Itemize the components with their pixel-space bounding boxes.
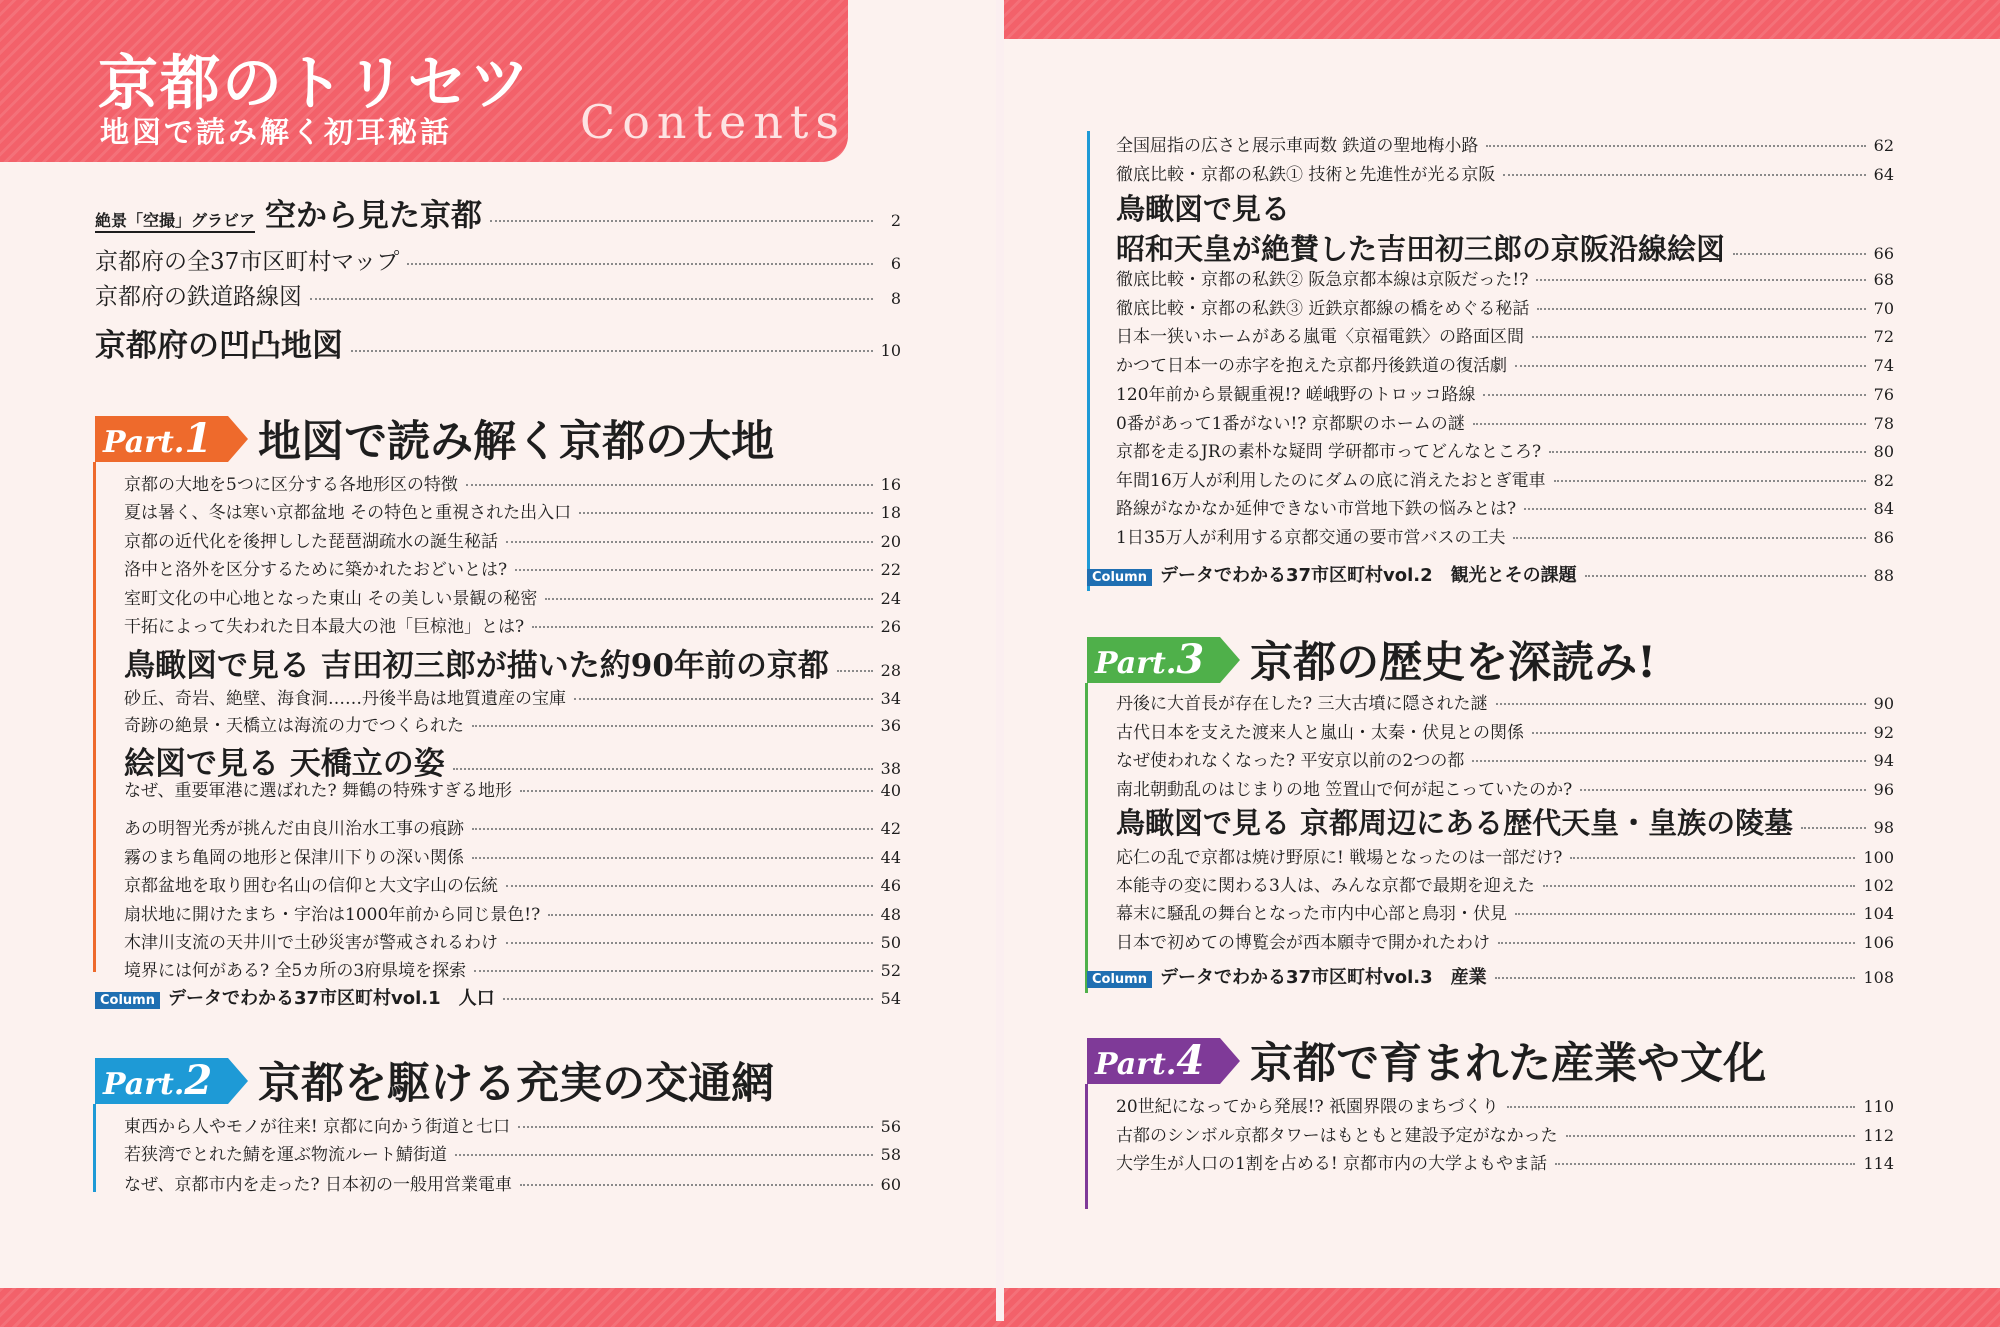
toc-entry-title: 徹底比較・京都の私鉄③ 近鉄京都線の橋をめぐる秘話 xyxy=(1116,299,1530,319)
toc-page-number: 60 xyxy=(880,1175,901,1194)
dot-leader xyxy=(1555,1163,1855,1165)
dot-leader xyxy=(1570,857,1855,859)
part-heading[interactable] xyxy=(95,408,774,469)
toc-entry[interactable] xyxy=(124,555,901,580)
toc-page-number: 46 xyxy=(880,876,901,895)
toc-entry[interactable] xyxy=(1116,1092,1894,1117)
dot-leader xyxy=(1515,913,1855,915)
toc-entry[interactable] xyxy=(1116,227,1894,268)
toc-entry-title: 霧のまち亀岡の地形と保津川下りの深い関係 xyxy=(124,848,464,868)
toc-entry[interactable] xyxy=(124,1140,901,1165)
toc-entry[interactable] xyxy=(1116,409,1894,434)
toc-entry[interactable] xyxy=(124,871,901,896)
toc-page-number: 22 xyxy=(880,560,901,579)
toc-page-number: 80 xyxy=(1873,442,1894,461)
toc-entry[interactable] xyxy=(1116,160,1894,185)
toc-entry-title: 空から見た京都 xyxy=(265,198,483,234)
toc-page-number: 56 xyxy=(880,1117,901,1136)
dot-leader xyxy=(1472,760,1865,762)
part-prefix: Part. xyxy=(103,424,185,460)
dot-leader xyxy=(837,670,873,672)
part-heading[interactable] xyxy=(95,1050,774,1111)
dot-leader xyxy=(506,885,873,887)
dot-leader xyxy=(506,541,873,543)
toc-entry[interactable] xyxy=(1116,843,1894,868)
column-entry[interactable] xyxy=(95,984,901,1010)
toc-entry-title: 本能寺の変に関わる3人は、みんな京都で最期を迎えた xyxy=(1116,876,1535,896)
toc-page-number: 10 xyxy=(880,341,901,360)
toc-entry[interactable] xyxy=(124,711,901,736)
part-accent-line xyxy=(93,462,96,972)
toc-page-number: 24 xyxy=(880,589,901,608)
toc-entry-title: 鳥瞰図で見る 吉田初三郎が描いた約90年前の京都 xyxy=(124,648,829,684)
toc-entry-title: 120年前から景観重視!? 嵯峨野のトロッコ路線 xyxy=(1116,385,1476,405)
toc-page-number: 70 xyxy=(1873,299,1894,318)
part-title: 地図で読み解く京都の大地 xyxy=(258,417,775,467)
toc-page-number: 88 xyxy=(1873,566,1894,585)
toc-entry-title: 京都を走るJRの素朴な疑問 学研都市ってどんなところ? xyxy=(1116,442,1542,462)
dot-leader xyxy=(1532,336,1866,338)
dot-leader xyxy=(407,263,873,265)
toc-entry-title: なぜ、重要軍港に選ばれた? 舞鶴の特殊すぎる地形 xyxy=(124,781,513,801)
toc-page-number: 8 xyxy=(890,289,901,308)
dot-leader xyxy=(474,970,872,972)
toc-entry-title: 京都の近代化を後押しした琵琶湖疏水の誕生秘話 xyxy=(124,532,498,552)
dot-leader xyxy=(1801,827,1866,829)
dot-leader xyxy=(1486,145,1865,147)
column-entry[interactable] xyxy=(1087,963,1894,989)
toc-entry[interactable] xyxy=(1116,871,1894,896)
toc-entry-title: 扇状地に開けたまち・宇治は1000年前から同じ景色!? xyxy=(124,905,541,925)
toc-page-number: 106 xyxy=(1863,933,1894,952)
column-title: データでわかる37市区町村vol.3 産業 xyxy=(1159,967,1487,988)
toc-page-number: 6 xyxy=(890,254,901,273)
dot-leader xyxy=(1543,885,1856,887)
toc-page-number: 110 xyxy=(1863,1097,1894,1116)
dot-leader xyxy=(1532,732,1866,734)
toc-entry[interactable] xyxy=(1116,718,1894,743)
toc-page-number: 50 xyxy=(880,933,901,952)
part-prefix: Part. xyxy=(103,1066,185,1102)
toc-entry[interactable] xyxy=(124,640,901,685)
toc-page-number: 92 xyxy=(1873,723,1894,742)
toc-page-number: 44 xyxy=(880,848,901,867)
dot-leader xyxy=(518,1126,873,1128)
part-label xyxy=(95,416,228,462)
toc-entry-title: 昭和天皇が絶賛した吉田初三郎の京阪沿線絵図 xyxy=(1116,232,1726,266)
toc-entry-title: 京都府の全37市区町村マップ xyxy=(95,249,400,275)
dot-leader xyxy=(1503,174,1865,176)
toc-entry-title: あの明智光秀が挑んだ由良川治水工事の痕跡 xyxy=(124,819,464,839)
contents-label: Contents xyxy=(580,95,846,149)
dot-leader xyxy=(520,1184,873,1186)
toc-entry-title: なぜ使われなくなった? 平安京以前の2つの都 xyxy=(1116,751,1465,771)
toc-page-number: 62 xyxy=(1873,136,1894,155)
toc-entry-title: 日本で初めての博覧会が西本願寺で開かれたわけ xyxy=(1116,933,1490,953)
toc-entry[interactable] xyxy=(1116,746,1894,771)
toc-entry-title: 木津川支流の天井川で土砂災害が警戒されるわけ xyxy=(124,933,498,953)
toc-entry-title: 鳥瞰図で見る xyxy=(1116,192,1291,226)
toc-entry[interactable] xyxy=(124,498,901,523)
part-label xyxy=(1087,637,1220,683)
toc-page-number: 108 xyxy=(1863,968,1894,987)
toc-page-number: 104 xyxy=(1863,904,1894,923)
toc-entry-title: 徹底比較・京都の私鉄② 阪急京都本線は京阪だった!? xyxy=(1116,270,1529,290)
dot-leader xyxy=(1496,703,1866,705)
toc-page-number: 28 xyxy=(880,661,901,680)
dot-leader xyxy=(351,350,873,352)
toc-page-number: 72 xyxy=(1873,327,1894,346)
toc-page-number: 102 xyxy=(1863,876,1894,895)
toc-page-number: 100 xyxy=(1863,848,1894,867)
part-label xyxy=(1087,1038,1220,1084)
toc-entry[interactable] xyxy=(1116,1149,1894,1174)
part-title: 京都で育まれた産業や文化 xyxy=(1250,1039,1767,1089)
toc-entry[interactable] xyxy=(1116,928,1894,953)
toc-entry-title: 夏は暑く、冬は寒い京都盆地 その特色と重視された出入口 xyxy=(124,503,572,523)
toc-entry[interactable] xyxy=(1116,523,1894,548)
toc-entry[interactable] xyxy=(124,612,901,637)
toc-entry[interactable] xyxy=(1116,131,1894,156)
column-tag: Column xyxy=(1087,971,1152,988)
dot-leader xyxy=(545,598,872,600)
toc-entry[interactable] xyxy=(1116,1121,1894,1146)
toc-entry-title: 古都のシンボル京都タワーはもともと建設予定がなかった xyxy=(1116,1126,1558,1146)
toc-entry-title: 若狭湾でとれた鯖を運ぶ物流ルート鯖街道 xyxy=(124,1145,447,1165)
toc-entry[interactable] xyxy=(95,320,901,365)
toc-entry[interactable] xyxy=(1116,294,1894,319)
column-entry[interactable] xyxy=(1087,561,1894,587)
dot-leader xyxy=(1537,308,1865,310)
toc-page-number: 26 xyxy=(880,617,901,636)
toc-page-number: 38 xyxy=(880,759,901,778)
toc-page-number: 52 xyxy=(880,961,901,980)
toc-entry[interactable] xyxy=(124,843,901,868)
toc-page-number: 86 xyxy=(1873,528,1894,547)
toc-entry[interactable] xyxy=(95,190,901,235)
column-title: データでわかる37市区町村vol.1 人口 xyxy=(167,988,495,1009)
toc-entry[interactable] xyxy=(95,278,901,311)
toc-page-number: 40 xyxy=(880,781,901,800)
toc-entry-title: 京都府の鉄道路線図 xyxy=(95,284,302,310)
book-subtitle: 地図で読み解く初耳秘話 xyxy=(100,115,453,149)
toc-page-number: 114 xyxy=(1863,1154,1894,1173)
toc-entry[interactable] xyxy=(124,470,901,495)
toc-entry-title: 京都盆地を取り囲む名山の信仰と大文字山の伝統 xyxy=(124,876,498,896)
toc-entry-title: 京都府の凹凸地図 xyxy=(95,328,343,364)
dot-leader xyxy=(1515,365,1866,367)
dot-leader xyxy=(1524,508,1866,510)
part-prefix: Part. xyxy=(1095,645,1177,681)
part-heading[interactable] xyxy=(1087,1030,1766,1091)
toc-page-number: 36 xyxy=(880,716,901,735)
dot-leader xyxy=(1473,423,1866,425)
toc-page-number: 98 xyxy=(1873,818,1894,837)
toc-entry[interactable] xyxy=(124,956,901,981)
dot-leader xyxy=(574,698,873,700)
toc-entry-title: 大学生が人口の1割を占める! 京都市内の大学よもやま話 xyxy=(1116,1154,1548,1174)
toc-entry-title: 年間16万人が利用したのにダムの底に消えたおとぎ電車 xyxy=(1116,471,1546,491)
toc-page-number: 16 xyxy=(880,475,901,494)
dot-leader xyxy=(1580,789,1865,791)
toc-page-number: 68 xyxy=(1873,270,1894,289)
toc-entry[interactable] xyxy=(124,684,901,709)
toc-page-number: 90 xyxy=(1873,694,1894,713)
part-accent-line xyxy=(93,1104,96,1192)
dot-leader xyxy=(1549,451,1866,453)
toc-entry[interactable] xyxy=(1116,494,1894,519)
title-header xyxy=(0,0,848,162)
toc-entry-title: 京都の大地を5つに区分する各地形区の特徴 xyxy=(124,475,458,495)
toc-entry[interactable] xyxy=(124,776,901,801)
toc-entry[interactable] xyxy=(124,1112,901,1137)
dot-leader xyxy=(520,790,873,792)
toc-page-number: 54 xyxy=(880,989,901,1008)
toc-entry-title: 日本一狭いホームがある嵐電〈京福電鉄〉の路面区間 xyxy=(1116,327,1524,347)
toc-entry[interactable] xyxy=(124,900,901,925)
toc-entry[interactable] xyxy=(1116,899,1894,924)
toc-entry[interactable] xyxy=(124,1170,901,1195)
dot-leader xyxy=(472,725,873,727)
dot-leader xyxy=(466,484,873,486)
dot-leader xyxy=(472,828,873,830)
toc-page-number: 94 xyxy=(1873,751,1894,770)
toc-entry-title: 境界には何がある? 全5カ所の3府県境を探索 xyxy=(124,961,467,981)
dot-leader xyxy=(503,998,873,1000)
part-accent-line xyxy=(1085,1084,1088,1209)
toc-entry-title: 干拓によって失われた日本最大の池「巨椋池」とは? xyxy=(124,617,525,637)
part-title: 京都の歴史を深読み! xyxy=(1250,638,1657,688)
toc-page-number: 74 xyxy=(1873,356,1894,375)
dot-leader xyxy=(1554,480,1866,482)
dot-leader xyxy=(1536,279,1865,281)
toc-entry[interactable] xyxy=(124,814,901,839)
toc-entry-title: 奇跡の絶景・天橋立は海流の力でつくられた xyxy=(124,716,464,736)
toc-entry-title: 鳥瞰図で見る 京都周辺にある歴代天皇・皇族の陵墓 xyxy=(1116,806,1794,840)
toc-entry[interactable] xyxy=(1116,187,1894,228)
left-page xyxy=(0,0,996,1288)
dot-leader xyxy=(1585,575,1866,577)
toc-entry-title: 全国屈指の広さと展示車両数 鉄道の聖地梅小路 xyxy=(1116,136,1479,156)
part-label xyxy=(95,1058,228,1104)
dot-leader xyxy=(310,298,873,300)
toc-entry[interactable] xyxy=(1116,437,1894,462)
toc-page-number: 84 xyxy=(1873,499,1894,518)
part-heading[interactable] xyxy=(1087,629,1656,690)
toc-entry-title: 南北朝動乱のはじまりの地 笠置山で何が起こっていたのか? xyxy=(1116,780,1573,800)
column-title: データでわかる37市区町村vol.2 観光とその課題 xyxy=(1159,565,1577,586)
toc-entry-title: 徹底比較・京都の私鉄① 技術と先進性が光る京阪 xyxy=(1116,165,1496,185)
part-number: 3 xyxy=(1176,635,1205,683)
toc-page-number: 112 xyxy=(1863,1126,1894,1145)
toc-entry[interactable] xyxy=(1116,801,1894,842)
toc-entry[interactable] xyxy=(1116,265,1894,290)
part-number: 2 xyxy=(184,1056,213,1104)
gravure-tag: 絶景「空撮」グラビア xyxy=(95,208,255,233)
toc-page-number: 66 xyxy=(1873,244,1894,263)
toc-entry-title: 応仁の乱で京都は焼け野原に! 戦場となったのは一部だけ? xyxy=(1116,848,1563,868)
part-prefix: Part. xyxy=(1095,1046,1177,1082)
toc-entry[interactable] xyxy=(124,584,901,609)
toc-page-number: 48 xyxy=(880,905,901,924)
toc-entry[interactable] xyxy=(1116,466,1894,491)
book-title: 京都のトリセツ xyxy=(98,49,532,119)
dot-leader xyxy=(548,914,872,916)
toc-entry-title: 絵図で見る 天橋立の姿 xyxy=(124,746,445,782)
toc-entry[interactable] xyxy=(1116,380,1894,405)
dot-leader xyxy=(506,942,873,944)
toc-entry-title: 東西から人やモノが往来! 京都に向かう街道と七口 xyxy=(124,1117,511,1137)
toc-entry-title: 20世紀になってから発展!? 祇園界隈のまちづくり xyxy=(1116,1097,1499,1117)
toc-page-number: 76 xyxy=(1873,385,1894,404)
toc-entry[interactable] xyxy=(1116,775,1894,800)
dot-leader xyxy=(532,626,873,628)
toc-entry[interactable] xyxy=(1116,689,1894,714)
toc-entry[interactable] xyxy=(1116,322,1894,347)
part-accent-line xyxy=(1085,683,1088,993)
toc-entry-title: 砂丘、奇岩、絶壁、海食洞……丹後半島は地質遺産の宝庫 xyxy=(124,689,566,709)
dot-leader xyxy=(1513,537,1865,539)
toc-entry-title: 路線がなかなか延伸できない市営地下鉄の悩みとは? xyxy=(1116,499,1517,519)
toc-entry-title: 0番があって1番がない!? 京都駅のホームの謎 xyxy=(1116,414,1465,434)
part-accent-line xyxy=(1087,131,1090,591)
dot-leader xyxy=(455,1154,873,1156)
toc-page-number: 58 xyxy=(880,1145,901,1164)
toc-entry-title: 室町文化の中心地となった東山 その美しい景観の秘密 xyxy=(124,589,538,609)
toc-entry[interactable] xyxy=(124,527,901,552)
toc-entry[interactable] xyxy=(95,243,901,276)
toc-page-number: 20 xyxy=(880,532,901,551)
column-tag: Column xyxy=(1087,569,1152,586)
toc-page-number: 18 xyxy=(880,503,901,522)
toc-entry-title: 丹後に大首長が存在した? 三大古墳に隠された謎 xyxy=(1116,694,1488,714)
toc-entry-title: 洛中と洛外を区分するために築かれたおどいとは? xyxy=(124,560,508,580)
toc-page-number: 64 xyxy=(1873,165,1894,184)
dot-leader xyxy=(1495,977,1856,979)
right-page xyxy=(1004,39,2000,1288)
toc-entry-title: かつて日本一の赤字を抱えた京都丹後鉄道の復活劇 xyxy=(1116,356,1507,376)
toc-page-number: 96 xyxy=(1873,780,1894,799)
toc-entry-title: 古代日本を支えた渡来人と嵐山・太秦・伏見との関係 xyxy=(1116,723,1524,743)
part-number: 1 xyxy=(184,414,213,462)
column-tag: Column xyxy=(95,992,160,1009)
toc-page-number: 82 xyxy=(1873,471,1894,490)
dot-leader xyxy=(453,768,873,770)
dot-leader xyxy=(1733,253,1866,255)
toc-entry-title: 幕末に騒乱の舞台となった市内中心部と鳥羽・伏見 xyxy=(1116,904,1507,924)
part-number: 4 xyxy=(1176,1036,1205,1084)
dot-leader xyxy=(1483,394,1865,396)
toc-page-number: 34 xyxy=(880,689,901,708)
toc-entry-title: 1日35万人が利用する京都交通の要市営バスの工夫 xyxy=(1116,528,1506,548)
page-gutter xyxy=(996,0,1004,1321)
toc-page-number: 42 xyxy=(880,819,901,838)
dot-leader xyxy=(490,220,873,222)
dot-leader xyxy=(515,569,873,571)
toc-page-number: 78 xyxy=(1873,414,1894,433)
dot-leader xyxy=(1498,942,1855,944)
dot-leader xyxy=(579,512,873,514)
toc-entry-title: なぜ、京都市内を走った? 日本初の一般用営業電車 xyxy=(124,1175,513,1195)
part-title: 京都を駆ける充実の交通網 xyxy=(258,1059,775,1109)
dot-leader xyxy=(1507,1106,1856,1108)
dot-leader xyxy=(472,857,873,859)
toc-entry[interactable] xyxy=(1116,351,1894,376)
dot-leader xyxy=(1566,1135,1856,1137)
toc-entry[interactable] xyxy=(124,928,901,953)
toc-page-number: 2 xyxy=(890,211,901,230)
